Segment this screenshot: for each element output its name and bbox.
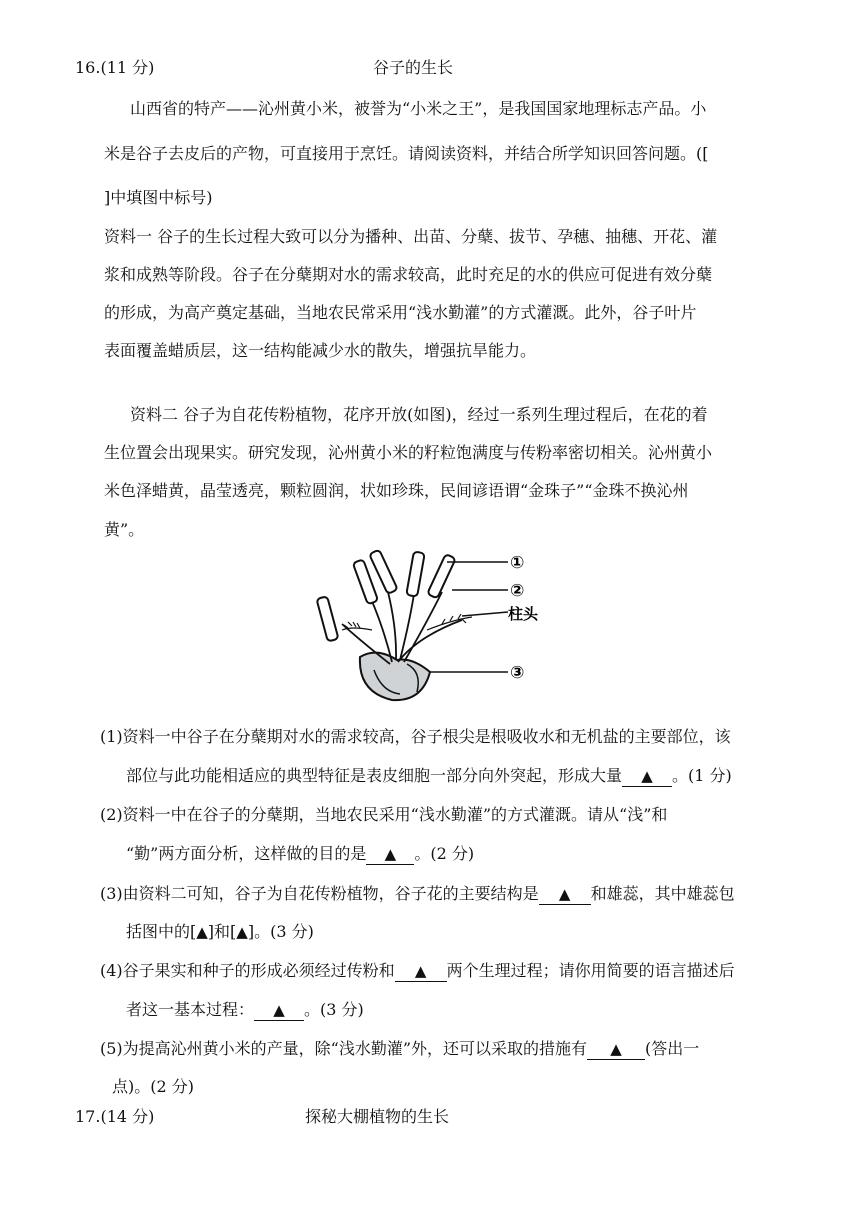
material2-line-1: 资料二 谷子为自花传粉植物，花序开放(如图)，经过一系列生理过程后，在花的着 xyxy=(130,405,708,424)
subq3-text-2: 和雄蕊，其中雄蕊包 xyxy=(590,884,735,903)
subq3-line-1 xyxy=(100,884,735,905)
subq1-line-2 xyxy=(126,766,732,787)
anthers xyxy=(316,550,455,642)
material2-line-3: 米色泽蜡黄，晶莹透亮，颗粒圆润，状如珍珠，民间谚语谓“金珠子”“金珠不换沁州 xyxy=(104,481,689,500)
question-17-number: 17.(14 分) xyxy=(75,1107,155,1126)
intro-line-1: 山西省的特产——沁州黄小米，被誉为“小米之王”，是我国国家地理标志产品。小 xyxy=(130,99,707,118)
answer-blank-7[interactable]: ▲ xyxy=(254,1000,304,1021)
subq5-text-2: (答出一 xyxy=(645,1039,700,1058)
subq2-line-1: (2)资料一中在谷子的分蘖期，当地农民采用“浅水勤灌”的方式灌溉。请从“浅”和 xyxy=(100,805,668,824)
subq1-text: 部位与此功能相适应的典型特征是表皮细胞一部分向外突起，形成大量 xyxy=(126,766,623,785)
answer-blank-8[interactable]: ▲ xyxy=(587,1039,645,1060)
answer-blank-5[interactable]: ▲ xyxy=(236,923,248,941)
label-1: ① xyxy=(510,553,525,573)
subq4-line-1 xyxy=(100,961,735,982)
question-16-number: 16.(11 分) xyxy=(75,58,155,77)
subq4-line-2 xyxy=(126,1000,364,1021)
answer-blank-3[interactable]: ▲ xyxy=(539,884,591,905)
subq3-text: (3)由资料二可知，谷子为自花传粉植物，谷子花的主要结构是 xyxy=(100,884,539,903)
subq5-line-1 xyxy=(100,1039,699,1060)
subq3-text-4: ]和[ xyxy=(207,922,237,941)
material1-line-4: 表面覆盖蜡质层，这一结构能减少水的散失，增强抗旱能力。 xyxy=(104,341,537,360)
subq2-score: 。(2 分) xyxy=(414,844,475,863)
subq4-text-2: 两个生理过程；请你用简要的语言描述后 xyxy=(446,961,735,980)
material1-line-1: 资料一 谷子的生长过程大致可以分为播种、出苗、分蘖、拔节、孕穗、抽穗、开花、灌 xyxy=(104,227,718,246)
subq4-score: 。(3 分) xyxy=(304,1000,364,1019)
subq2-line-2 xyxy=(126,844,474,865)
subq1-score: 。(1 分) xyxy=(672,766,732,785)
subq2-text: “勤”两方面分析，这样做的目的是 xyxy=(126,844,367,863)
label-2: ② xyxy=(510,581,525,601)
question-16-title: 谷子的生长 xyxy=(373,58,454,77)
subq5-text: (5)为提高沁州黄小米的产量，除“浅水勤灌”外，还可以采取的措施有 xyxy=(100,1039,588,1058)
label-3: ③ xyxy=(510,663,525,683)
answer-blank-2[interactable]: ▲ xyxy=(366,844,414,865)
answer-blank-6[interactable]: ▲ xyxy=(395,961,447,982)
answer-blank-1[interactable]: ▲ xyxy=(622,766,672,787)
subq3-line-2 xyxy=(126,922,314,942)
millet-flower-diagram xyxy=(312,542,542,712)
intro-line-3: ]中填图中标号) xyxy=(104,188,213,207)
intro-line-2: 米是谷子去皮后的产物，可直接用于烹饪。请阅读资料，并结合所学知识回答问题。([ xyxy=(104,144,709,163)
subq4-text-3: 者这一基本过程： xyxy=(126,1000,255,1019)
subq3-score: ]。(3 分) xyxy=(247,922,314,941)
material1-line-2: 浆和成熟等阶段。谷子在分蘖期对水的需求较高，此时充足的水的供应可促进有效分蘖 xyxy=(104,265,713,284)
material2-line-4: 黄”。 xyxy=(104,520,145,539)
question-17-title: 探秘大棚植物的生长 xyxy=(305,1107,450,1126)
subq1-line-1: (1)资料一中谷子在分蘖期对水的需求较高，谷子根尖是根吸收水和无机盐的主要部位，该 xyxy=(100,727,731,746)
subq4-text: (4)谷子果实和种子的形成必须经过传粉和 xyxy=(100,961,395,980)
subq5-line-2: 点)。(2 分) xyxy=(112,1077,194,1096)
label-stigma: 柱头 xyxy=(508,605,539,623)
husk-structure xyxy=(360,653,430,700)
subq3-text-3: 括图中的[ xyxy=(126,922,197,941)
material2-line-2: 生位置会出现果实。研究发现，沁州黄小米的籽粒饱满度与传粉率密切相关。沁州黄小 xyxy=(104,443,713,462)
material1-line-3: 的形成，为高产奠定基础，当地农民常采用“浅水勤灌”的方式灌溉。此外，谷子叶片 xyxy=(104,303,697,322)
answer-blank-4[interactable]: ▲ xyxy=(196,923,208,941)
